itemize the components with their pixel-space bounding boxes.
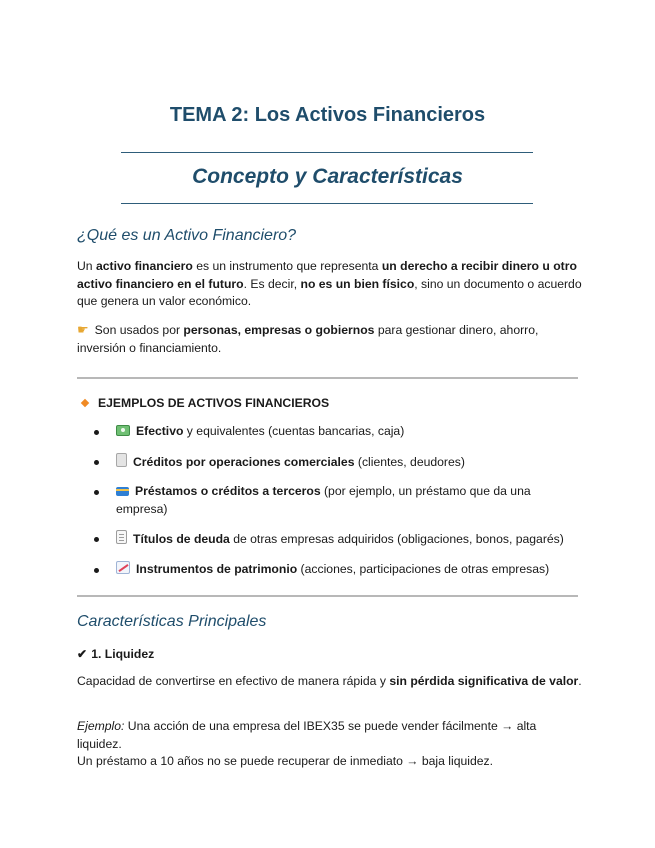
bullet: [94, 430, 99, 435]
item-term: Préstamos o créditos a terceros: [135, 484, 321, 498]
text-span: para gestionar dinero, ahorro, inversión o financiamiento.: [77, 323, 539, 355]
item-detail: (por ejemplo, un préstamo que da una empresa): [116, 484, 531, 516]
receipt-icon: [116, 453, 127, 467]
liquidity-definition: [77, 673, 582, 691]
list-item: [94, 530, 584, 549]
liquidity-example: [77, 718, 582, 771]
text-span: Son usados por: [94, 323, 184, 337]
credit-card-icon: [116, 487, 129, 496]
section-heading-characteristics: Características Principales: [77, 613, 267, 630]
text-span: es un instrumento que representa: [192, 259, 382, 273]
item-term: Efectivo: [136, 424, 184, 438]
characteristic-title-label: 1. Liquidez: [91, 647, 155, 661]
item-term: Títulos de deuda: [133, 532, 230, 546]
document-icon: [116, 530, 127, 544]
examples-heading-label: EJEMPLOS DE ACTIVOS FINANCIEROS: [98, 396, 330, 410]
document-title: TEMA 2: Los Activos Financieros: [169, 104, 486, 126]
item-detail: (acciones, participaciones de otras empresas): [297, 561, 550, 576]
bullet: [94, 460, 99, 465]
section-divider: [77, 595, 578, 597]
bullet: [94, 568, 99, 573]
orange-diamond-icon: [81, 399, 89, 407]
bold-term: un derecho a recibir dinero u otro activo financiero en el futuro: [77, 259, 577, 291]
example-label: Ejemplo:: [77, 719, 125, 733]
text-span: Capacidad de convertirse en efectivo de manera rápida y: [77, 674, 390, 688]
list-item: [94, 453, 584, 472]
subtitle-rule: [121, 203, 533, 204]
examples-heading: [80, 396, 329, 410]
list-item: [94, 423, 584, 441]
title-rule: [121, 152, 533, 153]
item-term: Instrumentos de patrimonio: [136, 561, 298, 576]
section-heading-what: ¿Qué es un Activo Financiero?: [77, 227, 297, 244]
bullet: [94, 490, 99, 495]
item-term: Créditos por operaciones comerciales: [133, 454, 355, 469]
text-span: .: [578, 674, 582, 688]
money-icon: [116, 425, 130, 436]
list-item: [94, 483, 584, 518]
bold-term: no es un bien físico: [300, 276, 415, 291]
bold-term: personas, empresas o gobiernos: [183, 323, 375, 337]
item-detail: de otras empresas adquiridos (obligaciones, bonos, pagarés): [229, 532, 564, 546]
item-detail: (clientes, deudores): [354, 454, 465, 469]
section-divider: [77, 377, 578, 379]
characteristic-title: [77, 646, 582, 664]
chart-up-icon: [116, 561, 130, 574]
document-subtitle: Concepto y Características: [192, 165, 463, 188]
usage-paragraph: [77, 321, 582, 357]
list-item: [94, 561, 584, 579]
text-span: Una acción de una empresa del IBEX35 se puede vender fácilmente → alta liquidez.: [77, 719, 537, 751]
check-icon: ✔: [77, 647, 88, 661]
bold-term: sin pérdida significativa de valor: [389, 674, 579, 688]
item-detail: y equivalentes (cuentas bancarias, caja): [183, 424, 405, 438]
pointing-hand-icon: ☛: [77, 322, 89, 337]
bold-term: activo financiero: [95, 259, 193, 273]
examples-list: [94, 423, 584, 590]
bullet: [94, 537, 99, 542]
definition-paragraph: [77, 258, 582, 311]
text-span: . Es decir,: [243, 276, 301, 291]
text-span: , sino un documento o acuerdo que genera un valor económico.: [77, 276, 582, 308]
text-span: Un préstamo a 10 años no se puede recuperar de inmediato → baja liquidez.: [77, 754, 493, 768]
text-span: Un: [77, 259, 96, 273]
